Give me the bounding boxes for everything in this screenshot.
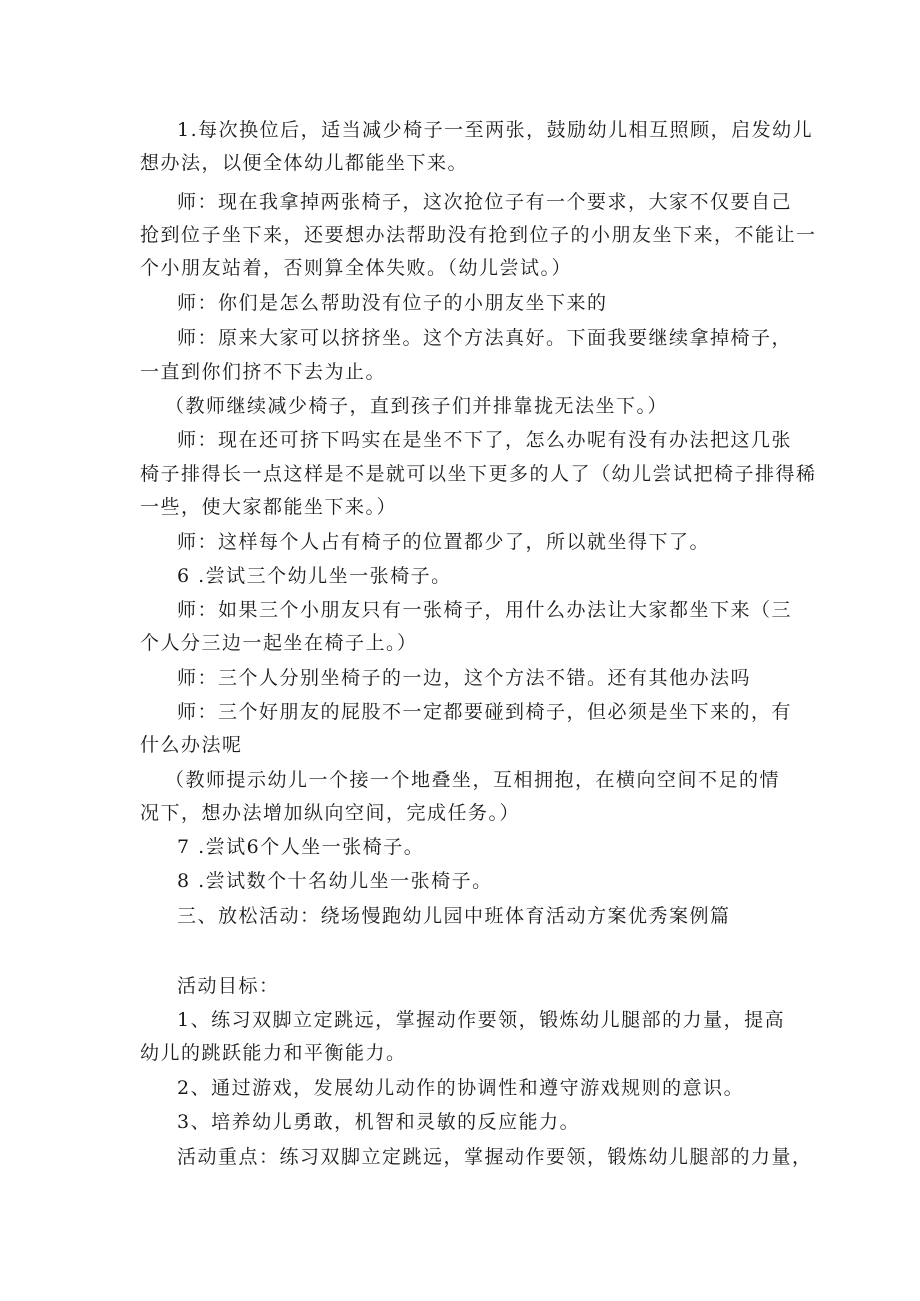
text-line: 1.每次换位后，适当减少椅子一至两张，鼓励幼儿相互照顾，启发幼儿	[177, 119, 814, 141]
text-line: 8 .尝试数个十名幼儿坐一张椅子。	[177, 870, 493, 892]
text-line: 师：这样每个人占有椅子的位置都少了，所以就坐得下了。	[177, 531, 711, 553]
text-line: 个人分三边一起坐在椅子上。）	[140, 632, 418, 654]
text-line: （教师继续减少椅子，直到孩子们并排靠拢无法坐下。）	[165, 395, 669, 417]
text-line: 一些，使大家都能坐下来。）	[140, 496, 398, 518]
section-heading: 活动目标：	[177, 975, 280, 997]
text-line: 师：三个好朋友的屁股不一定都要碰到椅子，但必须是坐下来的，有	[177, 701, 793, 723]
text-line: 想办法，以便全体幼儿都能坐下来。	[140, 152, 469, 174]
text-line: 个小朋友站着，否则算全体失败。（幼儿尝试。）	[140, 257, 573, 279]
text-line: 抢到位子坐下来，还要想办法帮助没有抢到位子的小朋友坐下来，不能让一	[140, 224, 817, 246]
section-heading: 三、放松活动：绕场慢跑幼儿园中班体育活动方案优秀案例篇	[177, 905, 731, 927]
text-line: 师：现在还可挤下吗实在是坐不下了，怎么办呢有没有办法把这几张	[177, 429, 793, 451]
text-line: 师：原来大家可以挤挤坐。这个方法真好。下面我要继续拿掉椅子，	[177, 327, 793, 349]
text-line: 师：现在我拿掉两张椅子，这次抢位子有一个要求，大家不仅要自己	[177, 191, 793, 213]
text-line: 什么办法呢	[140, 734, 243, 756]
text-line: 椅子排得长一点这样是不是就可以坐下更多的人了（幼儿尝试把椅子排得稀	[140, 463, 817, 485]
text-line: 一直到你们挤不下去为止。	[140, 361, 387, 383]
text-line: 1、练习双脚立定跳远，掌握动作要领，锻炼幼儿腿部的力量，提高	[177, 1009, 786, 1031]
text-line: 6 .尝试三个幼儿坐一张椅子。	[177, 565, 452, 587]
text-line: 2、通过游戏，发展幼儿动作的协调性和遵守游戏规则的意识。	[177, 1077, 745, 1099]
text-line: 师：你们是怎么帮助没有位子的小朋友坐下来的	[177, 292, 608, 314]
text-line: 况下，想办法增加纵向空间，完成任务。）	[140, 802, 521, 824]
text-line: 幼儿的跳跃能力和平衡能力。	[140, 1042, 407, 1064]
text-line: 7 .尝试6个人坐一张椅子。	[177, 836, 425, 858]
text-line: 师：三个人分别坐椅子的一边，这个方法不错。还有其他办法吗	[177, 667, 752, 689]
text-line: （教师提示幼儿一个接一个地叠坐，互相拥抱，在横向空间不足的情	[165, 769, 781, 791]
text-line: 3、培养幼儿勇敢，机智和灵敏的反应能力。	[177, 1111, 581, 1133]
text-line: 活动重点：练习双脚立定跳远，掌握动作要领，锻炼幼儿腿部的力量，	[177, 1146, 813, 1168]
text-line: 师：如果三个小朋友只有一张椅子，用什么办法让大家都坐下来（三	[177, 599, 793, 621]
